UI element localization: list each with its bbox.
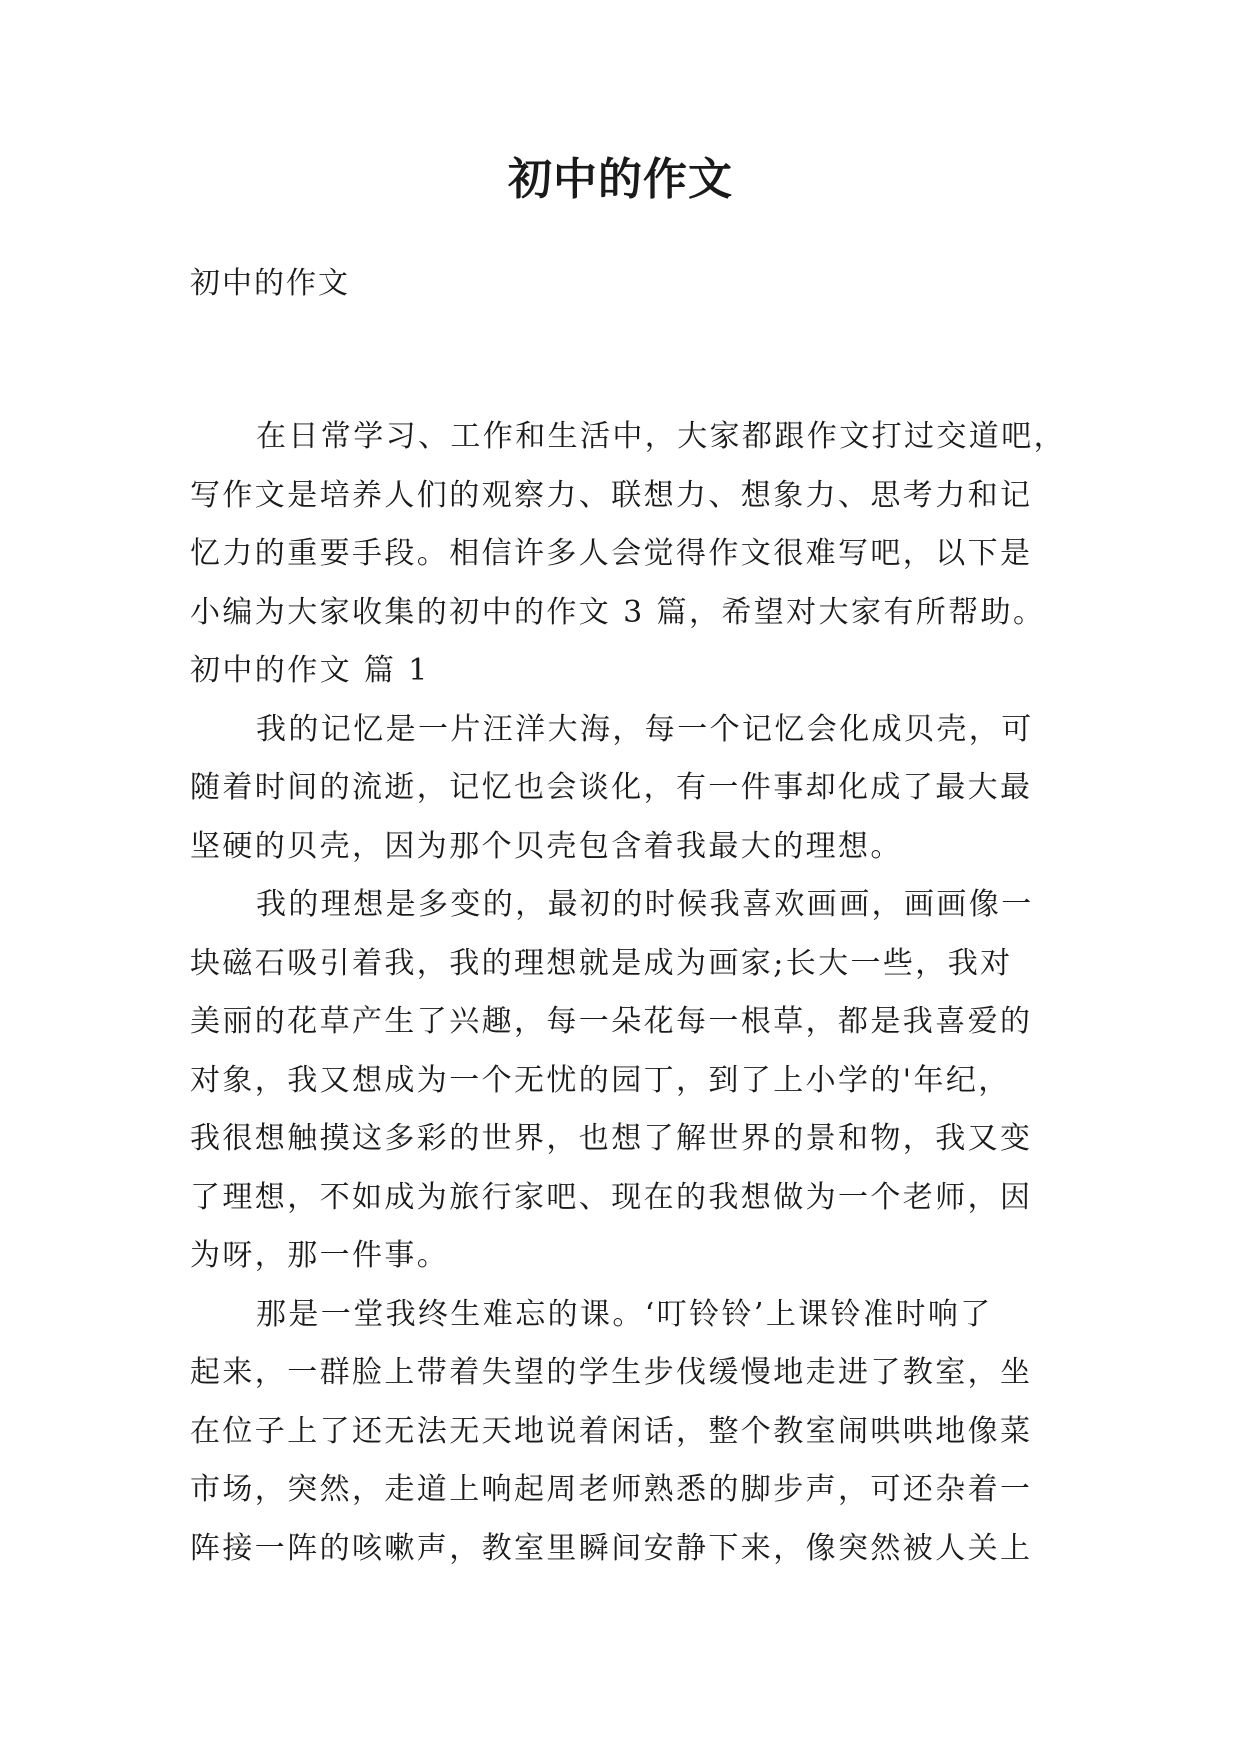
text-line: 在位子上了还无法无天地说着闲话，整个教室闹哄哄地像菜 (190, 1413, 1033, 1449)
document-subtitle: 初中的作文 (190, 266, 350, 301)
text-line: 那是一堂我终生难忘的课。‘叮铃铃’上课铃准时响了 (256, 1296, 993, 1332)
text-line: 我很想触摸这多彩的世界，也想了解世界的景和物，我又变 (190, 1121, 1033, 1156)
text-line: 市场，突然，走道上响起周老师熟悉的脚步声，可还杂着一 (190, 1472, 1033, 1507)
text-line: 对象，我又想成为一个无忧的园丁，到了上小学的'年纪， (190, 1062, 1011, 1098)
text-line: 坚硬的贝壳，因为那个贝壳包含着我最大的理想。 (190, 828, 903, 864)
text-line: 美丽的花草产生了兴趣，每一朵花每一根草，都是我喜爱的 (190, 1004, 1033, 1039)
text-line: 写作文是培养人们的观察力、联想力、想象力、思考力和记 (190, 477, 1033, 513)
text-line: 为呀，那一件事。 (190, 1238, 450, 1273)
page-title: 初中的作文 (508, 154, 733, 205)
text-line: 了理想，不如成为旅行家吧、现在的我想做为一个老师，因 (190, 1179, 1033, 1215)
text-line: 忆力的重要手段。相信许多人会觉得作文很难写吧，以下是 (190, 536, 1033, 571)
text-line: 阵接一阵的咳嗽声，教室里瞬间安静下来，像突然被人关上 (190, 1530, 1033, 1566)
text-line: 初中的作文 篇 1 (190, 653, 430, 688)
text-line: 起来，一群脸上带着失望的学生步伐缓慢地走进了教室，坐 (190, 1355, 1033, 1390)
text-line: 随着时间的流逝，记忆也会谈化，有一件事却化成了最大最 (190, 770, 1033, 805)
text-line: 在日常学习、工作和生活中，大家都跟作文打过交道吧， (256, 419, 1066, 454)
text-line: 我的理想是多变的，最初的时候我喜欢画画，画画像一 (256, 887, 1034, 922)
text-line: 我的记忆是一片汪洋大海，每一个记忆会化成贝壳，可 (256, 711, 1034, 747)
text-line: 块磁石吸引着我，我的理想就是成为画家;长大一些，我对 (190, 945, 1013, 981)
text-line: 小编为大家收集的初中的作文 3 篇，希望对大家有所帮助。 (190, 594, 1046, 630)
article-body (190, 408, 1065, 1578)
